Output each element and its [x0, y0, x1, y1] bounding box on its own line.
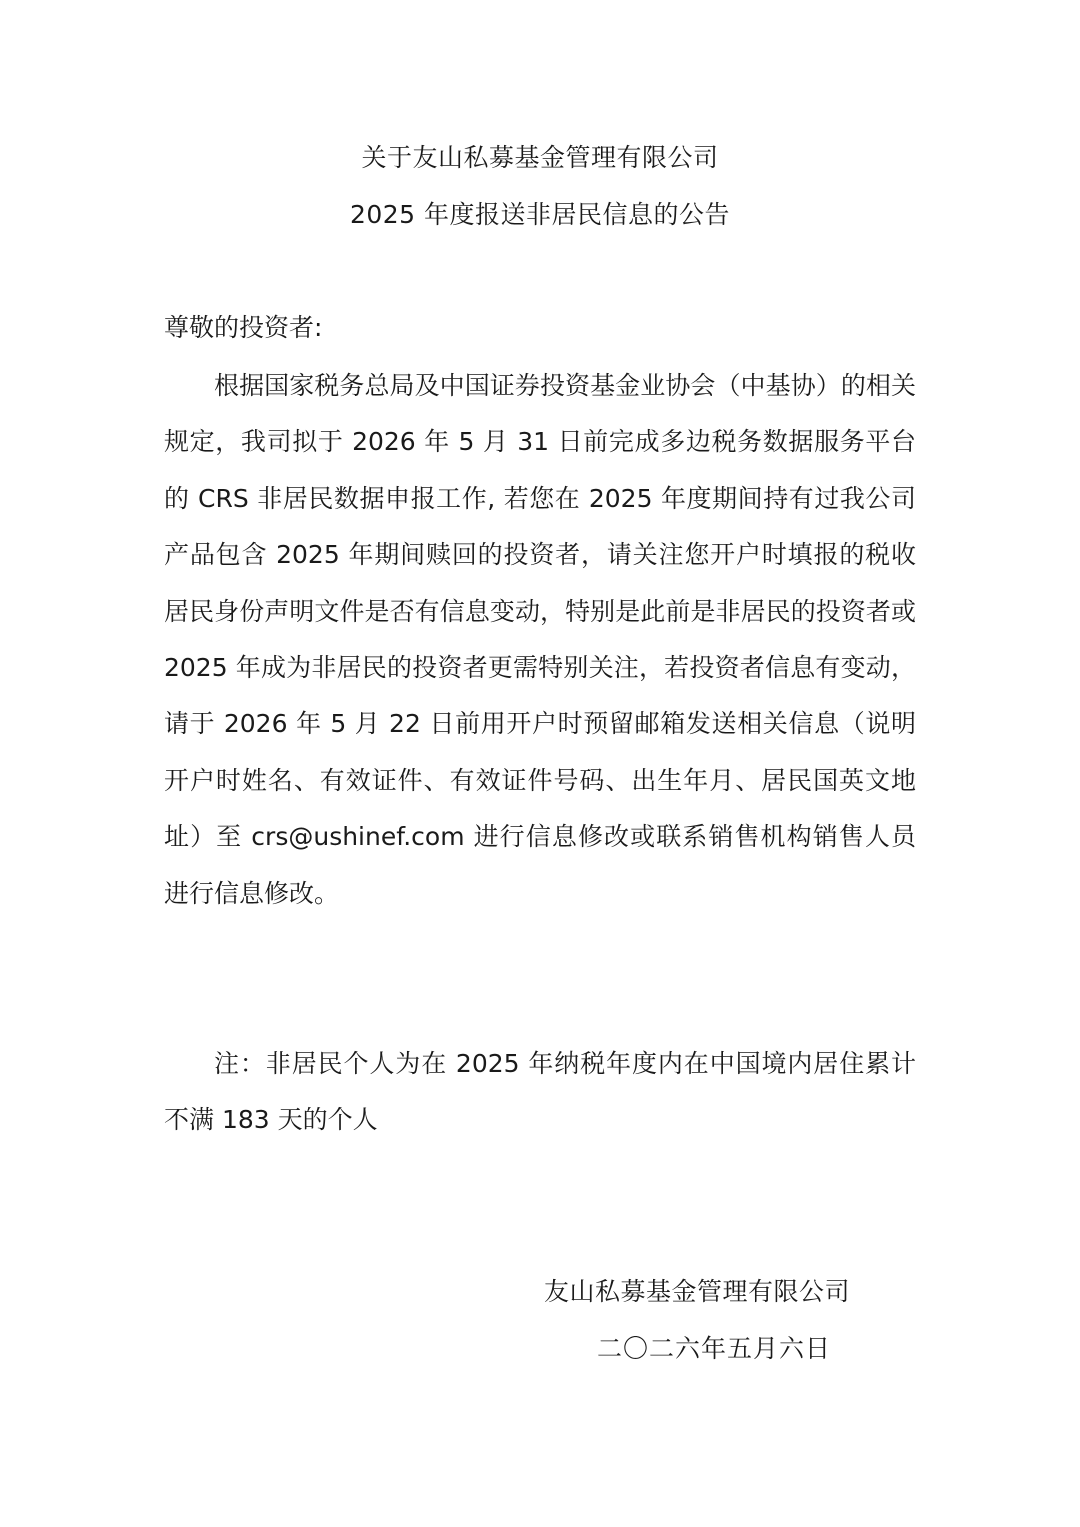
note-paragraph: 注：非居民个人为在 2025 年纳税年度内在中国境内居住累计不满 183 天的个人 [164, 1049, 916, 1135]
title-line-2: 2025 年度报送非居民信息的公告 [349, 200, 731, 229]
main-paragraph: 根据国家税务总局及中国证券投资基金业协会（中基协）的相关规定，我司拟于 2026 年 5 月 31 日前完成多边税务数据服务平台的 CRS 非居民数据申报工作, 若您在 2025 年度期间持有过我公司产品包含 2025 年期间赎回的投资者，请关注您开户时填报的税收居民身份声明文件是否有信息变动，特别是此前是非居民的投资者或 2025 年成为非居民的投资者更需特别关注，若投资者信息有变动，请于 2026 年 5 月 22 日前用开户时预留邮箱发送相关信息（说明开户时姓名、有效证件、有效证件号码、出生年月、居民国英文地址）至 crs@ushinef.com 进行信息修改或联系销售机构销售人员进行信息修改。 [164, 371, 916, 908]
greeting: 尊敬的投资者: [164, 313, 323, 342]
title-line-1: 关于友山私募基金管理有限公司 [361, 143, 719, 172]
signature-company: 友山私募基金管理有限公司 [544, 1277, 851, 1306]
signature-date: 二〇二六年五月六日 [597, 1334, 832, 1363]
